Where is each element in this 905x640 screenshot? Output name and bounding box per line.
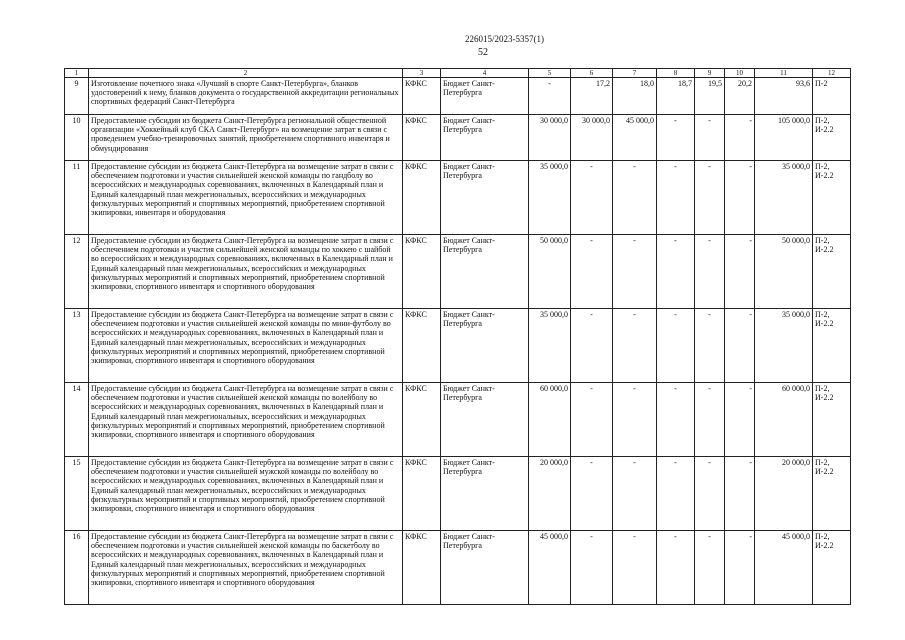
value-col9: -	[695, 531, 725, 605]
program-activities-table	[64, 68, 851, 605]
column-number: 11	[755, 69, 813, 78]
executor: КФКС	[403, 457, 441, 531]
indicator: П-2, И-2.2	[813, 457, 851, 531]
indicator: П-2, И-2.2	[813, 531, 851, 605]
value-col8: -	[657, 309, 695, 383]
indicator: П-2, И-2.2	[813, 309, 851, 383]
column-number: 2	[89, 69, 403, 78]
value-col6: 17,2	[571, 78, 613, 115]
funding-source: Бюджет Санкт-Петербурга	[441, 235, 529, 309]
table-row	[65, 531, 851, 605]
value-col7: -	[613, 457, 657, 531]
value-col9: 19,5	[695, 78, 725, 115]
column-number-row	[65, 69, 851, 78]
activity-name: Предоставление субсидии из бюджета Санкт-Петербурга на возмещение затрат в связи с обеспечением подготовки и участия сильнейшей женской команды по баскетболу во всероссийских и международных соревнованиях, включенных в Календарный план и Единый календарный план межрегиональных, всероссийских и международных физкультурных мероприятий и спортивных мероприятий, приобретением спортивной экипировки, спортивного инвентаря и спортивного оборудования	[89, 531, 403, 605]
value-col6: -	[571, 383, 613, 457]
row-number: 14	[65, 383, 89, 457]
value-col10: -	[725, 161, 755, 235]
value-col10: 20,2	[725, 78, 755, 115]
table-row	[65, 115, 851, 161]
row-number: 16	[65, 531, 89, 605]
column-number: 10	[725, 69, 755, 78]
executor: КФКС	[403, 115, 441, 161]
value-col8: -	[657, 115, 695, 161]
activity-name: Предоставление субсидии из бюджета Санкт-Петербурга региональной общественной организации «Хоккейный клуб СКА Санкт-Петербург» на возмещение затрат в связи с проведением учебно-тренировочных занятий, приобретением спортивного инвентаря и обмундирования	[89, 115, 403, 161]
executor: КФКС	[403, 309, 441, 383]
funding-source: Бюджет Санкт-Петербурга	[441, 383, 529, 457]
activity-name: Предоставление субсидии из бюджета Санкт-Петербурга на возмещение затрат в связи с обеспечением подготовки и участия сильнейшей женской команды по хоккею с шайбой во всероссийских и международных соревнованиях, включенных в Календарный план и Единый календарный план межрегиональных, всероссийских и международных физкультурных мероприятий и спортивных мероприятий, приобретением спортивной экипировки, спортивного инвентаря и спортивного оборудования	[89, 235, 403, 309]
value-col6: 30 000,0	[571, 115, 613, 161]
value-col8: -	[657, 383, 695, 457]
table-row	[65, 161, 851, 235]
column-number: 9	[695, 69, 725, 78]
value-col10: -	[725, 309, 755, 383]
value-total: 50 000,0	[755, 235, 813, 309]
value-col5: 30 000,0	[529, 115, 571, 161]
indicator: П-2, И-2.2	[813, 161, 851, 235]
value-total: 45 000,0	[755, 531, 813, 605]
executor: КФКС	[403, 383, 441, 457]
indicator: П-2, И-2.2	[813, 235, 851, 309]
value-col10: -	[725, 115, 755, 161]
indicator: П-2, И-2.2	[813, 383, 851, 457]
funding-source: Бюджет Санкт-Петербурга	[441, 161, 529, 235]
value-total: 20 000,0	[755, 457, 813, 531]
activity-name: Предоставление субсидии из бюджета Санкт-Петербурга на возмещение затрат в связи с обеспечением подготовки и участия сильнейшей мужской команды по волейболу во всероссийских и международных соревнованиях, включенных в Календарный план и Единый календарный план межрегиональных, всероссийских и международных физкультурных мероприятий и спортивных мероприятий, приобретением спортивной экипировки, спортивного инвентаря и спортивного оборудования	[89, 457, 403, 531]
page-number: 52	[478, 47, 488, 58]
row-number: 10	[65, 115, 89, 161]
executor: КФКС	[403, 78, 441, 115]
activity-name: Изготовление почетного знака «Лучший в спорте Санкт-Петербурга», бланков удостоверений к нему, бланков документа о государственной аккредитации региональных спортивных федераций Санкт-Петербурга	[89, 78, 403, 115]
value-col8: -	[657, 531, 695, 605]
row-number: 9	[65, 78, 89, 115]
activity-name: Предоставление субсидии из бюджета Санкт-Петербурга на возмещение затрат в связи с обеспечением подготовки и участия сильнейшей женской команды по мини-футболу во всероссийских и международных соревнованиях, включенных в Календарный план и Единый календарный план межрегиональных, всероссийских и международных физкультурных мероприятий и спортивных мероприятий, приобретением спортивной экипировки, спортивного инвентаря и спортивного оборудования	[89, 309, 403, 383]
value-col7: 45 000,0	[613, 115, 657, 161]
value-total: 93,6	[755, 78, 813, 115]
funding-source: Бюджет Санкт-Петербурга	[441, 457, 529, 531]
value-col9: -	[695, 161, 725, 235]
column-number: 3	[403, 69, 441, 78]
value-total: 35 000,0	[755, 161, 813, 235]
executor: КФКС	[403, 161, 441, 235]
column-number: 1	[65, 69, 89, 78]
value-total: 60 000,0	[755, 383, 813, 457]
activity-name: Предоставление субсидии из бюджета Санкт-Петербурга на возмещение затрат в связи с обеспечением подготовки и участия сильнейшей женской команды по гандболу во всероссийских и международных соревнованиях, включенных в Календарный план и Единый календарный план межрегиональных, всероссийских и международных физкультурных мероприятий и спортивных мероприятий, приобретением спортивной экипировки, инвентаря и оборудования	[89, 161, 403, 235]
value-col5: 35 000,0	[529, 309, 571, 383]
funding-source: Бюджет Санкт-Петербурга	[441, 78, 529, 115]
value-col6: -	[571, 161, 613, 235]
table-row	[65, 457, 851, 531]
indicator: П-2	[813, 78, 851, 115]
value-total: 35 000,0	[755, 309, 813, 383]
row-number: 12	[65, 235, 89, 309]
value-col5: 35 000,0	[529, 161, 571, 235]
value-col7: -	[613, 235, 657, 309]
value-col7: -	[613, 161, 657, 235]
value-col9: -	[695, 383, 725, 457]
table-row	[65, 235, 851, 309]
executor: КФКС	[403, 235, 441, 309]
value-col5: 60 000,0	[529, 383, 571, 457]
row-number: 15	[65, 457, 89, 531]
row-number: 11	[65, 161, 89, 235]
value-col7: -	[613, 383, 657, 457]
value-col7: -	[613, 309, 657, 383]
value-col5: 50 000,0	[529, 235, 571, 309]
funding-source: Бюджет Санкт-Петербурга	[441, 309, 529, 383]
value-col10: -	[725, 457, 755, 531]
value-col5: 45 000,0	[529, 531, 571, 605]
value-col5: -	[529, 78, 571, 115]
value-col9: -	[695, 457, 725, 531]
column-number: 7	[613, 69, 657, 78]
value-col5: 20 000,0	[529, 457, 571, 531]
table-row	[65, 309, 851, 383]
indicator: П-2, И-2.2	[813, 115, 851, 161]
value-col7: -	[613, 531, 657, 605]
funding-source: Бюджет Санкт-Петербурга	[441, 531, 529, 605]
value-col10: -	[725, 235, 755, 309]
value-col6: -	[571, 235, 613, 309]
column-number: 6	[571, 69, 613, 78]
value-col7: 18,0	[613, 78, 657, 115]
value-col8: -	[657, 235, 695, 309]
executor: КФКС	[403, 531, 441, 605]
value-col10: -	[725, 383, 755, 457]
funding-source: Бюджет Санкт-Петербурга	[441, 115, 529, 161]
value-col8: -	[657, 161, 695, 235]
column-number: 4	[441, 69, 529, 78]
table-row	[65, 78, 851, 115]
value-col9: -	[695, 309, 725, 383]
registration-number: 226015/2023-5357(1)	[465, 34, 544, 44]
value-col8: -	[657, 457, 695, 531]
column-number: 5	[529, 69, 571, 78]
column-number: 8	[657, 69, 695, 78]
value-col6: -	[571, 457, 613, 531]
value-col10: -	[725, 531, 755, 605]
activity-name: Предоставление субсидии из бюджета Санкт-Петербурга на возмещение затрат в связи с обеспечением подготовки и участия сильнейшей женской команды по волейболу во всероссийских и международных соревнованиях, включенных в Календарный план и Единый календарный план межрегиональных, всероссийских и международных физкультурных мероприятий и спортивных мероприятий, приобретением спортивной экипировки, спортивного инвентаря и спортивного оборудования	[89, 383, 403, 457]
column-number: 12	[813, 69, 851, 78]
table-row	[65, 383, 851, 457]
value-total: 105 000,0	[755, 115, 813, 161]
row-number: 13	[65, 309, 89, 383]
value-col8: 18,7	[657, 78, 695, 115]
value-col6: -	[571, 309, 613, 383]
value-col6: -	[571, 531, 613, 605]
value-col9: -	[695, 115, 725, 161]
value-col9: -	[695, 235, 725, 309]
